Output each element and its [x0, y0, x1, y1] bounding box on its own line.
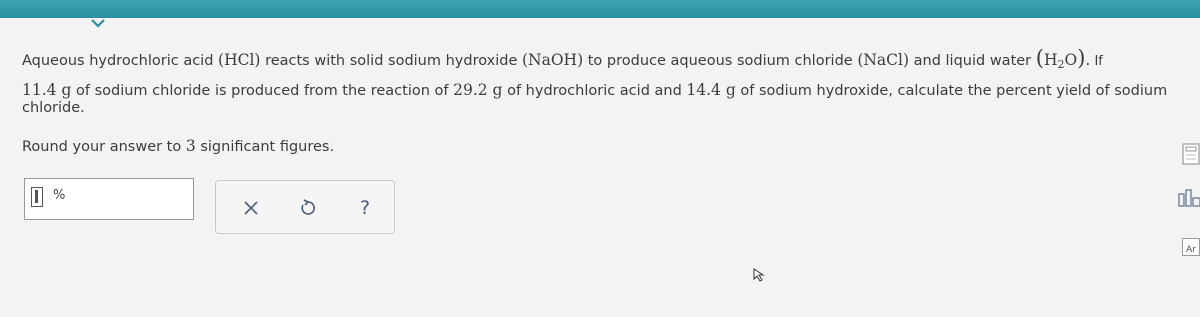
- periodic-table-icon[interactable]: [1182, 238, 1200, 256]
- calculator-icon[interactable]: [1180, 143, 1200, 169]
- question-text: and liquid water: [909, 53, 1036, 69]
- answer-toolbar: [215, 180, 395, 234]
- undo-icon: [299, 199, 317, 217]
- mass-nacl: 11.4 g: [22, 81, 72, 99]
- question-text: of hydrochloric acid and: [502, 83, 687, 99]
- question-text: of sodium hydroxide, calculate the percent yield of sodium: [735, 83, 1168, 99]
- formula-naoh: (NaOH): [522, 51, 584, 69]
- rounding-instruction: Round your answer to 3 significant figures.: [22, 137, 335, 155]
- question-text: reacts with solid sodium hydroxide: [260, 53, 522, 69]
- data-bars-icon[interactable]: [1176, 188, 1200, 212]
- help-button[interactable]: ?: [359, 197, 371, 219]
- top-banner: [0, 0, 1200, 18]
- question-line-1: [22, 46, 1103, 71]
- formula-hcl: (HCl): [218, 51, 261, 69]
- mass-hcl: 29.2 g: [453, 81, 503, 99]
- question-text: to produce aqueous sodium chloride: [583, 53, 858, 69]
- chevron-down-icon: [90, 18, 106, 28]
- question-line-3: chloride.: [22, 100, 85, 116]
- question-text: of sodium chloride is produced from the reaction of: [71, 83, 454, 99]
- mouse-pointer-icon: [753, 268, 767, 282]
- formula-water: $(H_2O)$.: [1035, 46, 1091, 71]
- question-line-2: [22, 81, 1167, 99]
- collapse-toggle[interactable]: [83, 18, 113, 38]
- text-cursor: [31, 187, 43, 207]
- percent-unit: %: [53, 188, 66, 203]
- question-text: Aqueous hydrochloric acid: [22, 53, 219, 69]
- close-icon: [244, 201, 258, 215]
- mass-naoh: 14.4 g: [686, 81, 736, 99]
- question-text: If: [1090, 54, 1103, 69]
- answer-input[interactable]: [24, 178, 194, 220]
- clear-button[interactable]: [238, 195, 264, 221]
- periodic-table-label: Ar: [1186, 245, 1196, 255]
- undo-button[interactable]: [295, 195, 321, 221]
- formula-nacl: (NaCl): [857, 51, 910, 69]
